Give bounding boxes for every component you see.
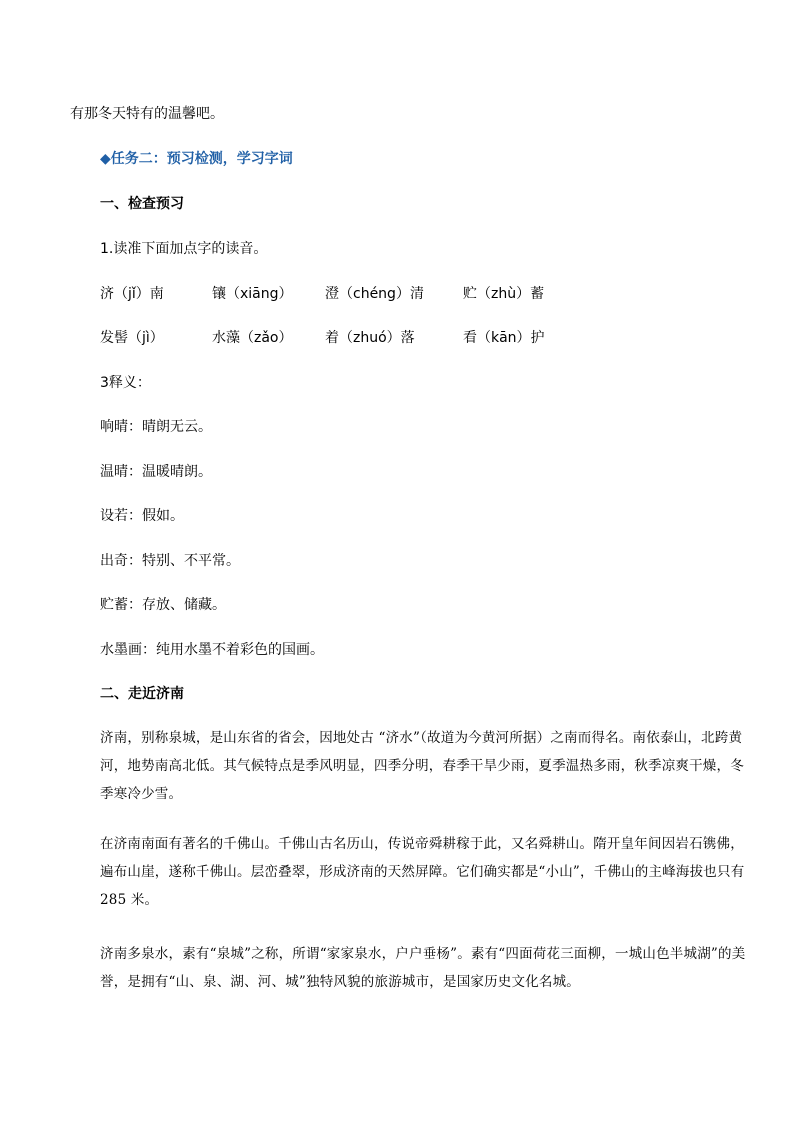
pronunciation-item: 水藻（zǎo） [212,330,293,346]
pronunciation-item: 看（kān）护 [463,330,545,346]
pronunciation-item: 贮（zhù）蓄 [463,286,545,302]
pronunciation-item: 镶（xiāng） [212,286,293,302]
task2-title: 任务二：预习检测，学习字词 [110,151,293,167]
pronunciation-row-2 [0,329,794,349]
definition-item: 贮蓄：存放、储藏。 [100,597,226,613]
paragraph-spring-city: 济南多泉水，素有“泉城”之称，所谓“家家泉水，户户垂杨”。素有“四面荷花三面柳，一城山色半城湖”的美誉，是拥有“山、泉、湖、河、城”独特风貌的旅游城市，是国家历史文化名城。 [100,946,746,990]
pronunciation-item: 着（zhuó）落 [325,330,415,346]
question-2: 3释义： [100,375,151,391]
pronunciation-row-1 [0,285,794,305]
diamond-icon: ◆ [100,151,111,167]
paragraph-qianfo-mountain: 在济南南面有著名的千佛山。千佛山古名历山，传说帝舜耕稼于此，又名舜耕山。隋开皇年间因岩石镌佛，遍布山崖，遂称千佛山。层峦叠翠，形成济南的天然屏障。它们确实都是“小山”，千佛山的主峰海拔也只有 285 米。 [100,836,745,908]
section1-heading: 一、检查预习 [100,196,184,212]
section2-heading: 二、走近济南 [100,686,184,702]
definition-item: 响晴：晴朗无云。 [100,419,212,435]
pronunciation-item: 济（jǐ）南 [100,286,164,302]
pronunciation-item: 澄（chéng）清 [325,286,424,302]
definition-item: 温晴：温暖晴朗。 [100,464,212,480]
definition-item: 水墨画：纯用水墨不着彩色的国画。 [100,642,324,658]
definition-item: 出奇：特别、不平常。 [100,553,240,569]
paragraph-jinan-overview: 济南，别称泉城，是山东省的省会，因地处古 “济水”（故道为今黄河所据）之南而得名。南依泰山，北跨黄河，地势南高北低。其气候特点是季风明显，四季分明，春季干旱少雨，夏季温热多雨，秋季凉爽干燥，冬季寒冷少雪。 [100,730,744,802]
pronunciation-item: 发髻（jì） [100,330,164,346]
question-1: 1.读准下面加点字的读音。 [100,241,268,257]
intro-tail-text: 有那冬天特有的温馨吧。 [70,106,224,122]
definition-item: 设若：假如。 [100,508,184,524]
task2-heading [100,150,293,168]
